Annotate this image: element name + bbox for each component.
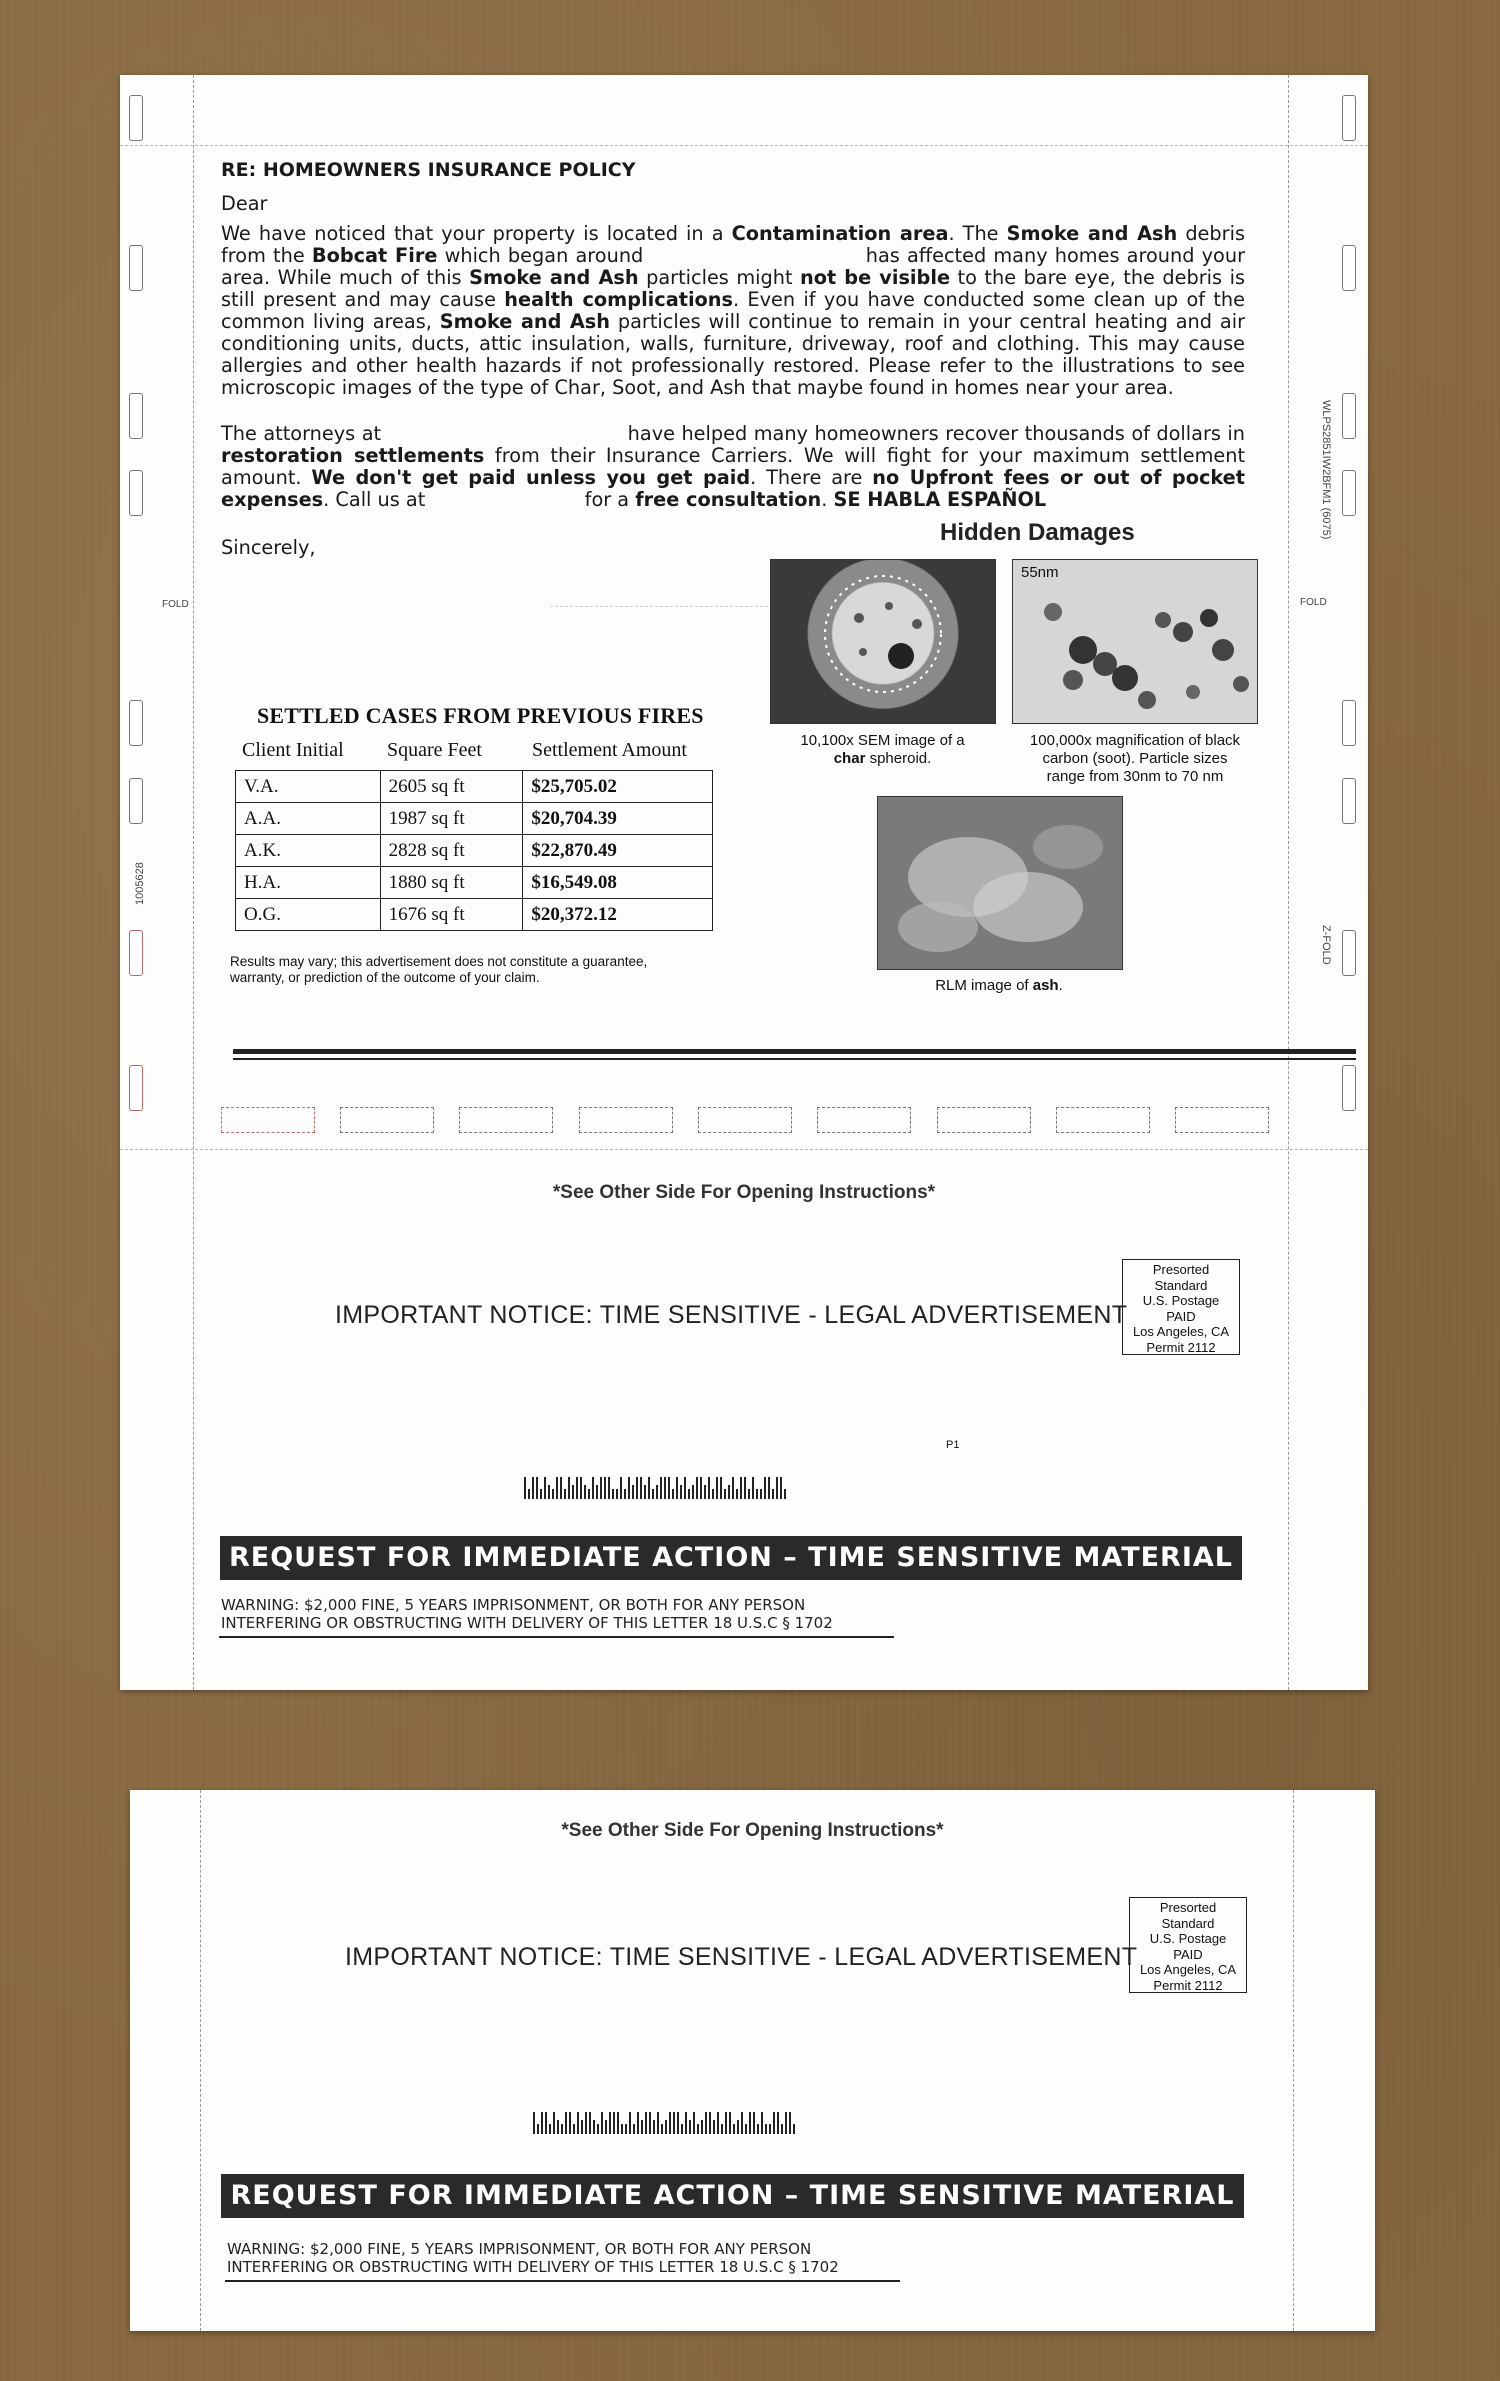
- barcode-bar: [712, 1489, 714, 1499]
- perforation-right: [1288, 75, 1289, 1690]
- pinfeed-hole: [129, 930, 143, 976]
- pinfeed-hole: [1342, 700, 1356, 746]
- p1-run: particles might: [638, 266, 801, 289]
- barcode-bar: [612, 1489, 614, 1499]
- barcode-bar: [585, 2112, 587, 2134]
- barcode-bar: [768, 1477, 770, 1499]
- barcode-bar: [737, 2120, 739, 2134]
- barcode-bar: [773, 2112, 775, 2134]
- warning-text: [227, 2240, 839, 2276]
- barcode-bar: [765, 2124, 767, 2134]
- barcode-bar: [620, 1477, 622, 1499]
- disclaimer-line-1: Results may vary; this advertisement does not constitute a guarantee,: [230, 954, 648, 969]
- barcode-bar: [756, 1489, 758, 1499]
- barcode-bar: [605, 2120, 607, 2134]
- barcode-bar: [580, 1477, 582, 1499]
- barcode-bar: [568, 1477, 570, 1499]
- p1-run: We have noticed that your property is located in a: [221, 222, 732, 245]
- char-caption: [760, 732, 1005, 768]
- barcode-bar: [760, 1489, 762, 1499]
- barcode-bar: [732, 1477, 734, 1499]
- pinfeed-hole: [129, 1065, 143, 1111]
- char-caption-line-1: 10,100x SEM image of a: [800, 732, 965, 749]
- tear-slot: [340, 1107, 434, 1133]
- soot-particles: [1013, 560, 1257, 723]
- postage-line: Presorted: [1159, 1900, 1217, 1915]
- barcode-bar: [708, 1477, 710, 1499]
- barcode-bar: [549, 2124, 551, 2134]
- barcode-bar: [613, 2112, 615, 2134]
- barcode-bar: [633, 2124, 635, 2134]
- postage-line: U.S. Postage: [1149, 1931, 1227, 1946]
- form-code: WLPS2851IW2BFM1 (6075): [1320, 400, 1332, 540]
- barcode-bar: [540, 1489, 542, 1499]
- ash-caption-prefix: RLM image of: [935, 977, 1033, 994]
- barcode-bar: [593, 2120, 595, 2134]
- warning-line-1: WARNING: $2,000 FINE, 5 YEARS IMPRISONMENT, OR BOTH FOR ANY PERSON: [227, 2240, 812, 2258]
- barcode-bar: [645, 2112, 647, 2134]
- barcode-bar: [601, 2112, 603, 2134]
- barcode-bar: [661, 2124, 663, 2134]
- barcode-bar: [584, 1485, 586, 1499]
- barcode-bar: [624, 1489, 626, 1499]
- pinfeed-hole: [129, 245, 143, 291]
- ash-rlm-image: [877, 796, 1123, 970]
- barcode-bar: [545, 2112, 547, 2134]
- warning-text: [221, 1596, 833, 1632]
- tear-slot: [698, 1107, 792, 1133]
- ash-caption: [877, 977, 1121, 995]
- cases-disclaimer: [230, 954, 647, 986]
- mailer-sheet: [130, 1790, 1375, 2331]
- barcode-bar: [733, 2124, 735, 2134]
- barcode-bar: [757, 2124, 759, 2134]
- barcode-bar: [701, 2120, 703, 2134]
- barcode-bar: [669, 2112, 671, 2134]
- barcode-bar: [692, 1485, 694, 1499]
- settlement-amount-cell: $16,549.08: [523, 867, 713, 899]
- soot-caption-line-1: 100,000x magnification of black: [1029, 732, 1241, 749]
- client-initial-cell: V.A.: [236, 771, 381, 803]
- barcode-bar: [532, 1477, 534, 1499]
- soot-caption-line-3: range from 30nm to 70 nm: [1046, 768, 1224, 785]
- barcode-bar: [597, 2124, 599, 2134]
- p1-run: particles will continue to remain in your central heating and air conditioning units, ducts, attic insulation, walls, furniture, driveway, roof and clothing. This may cause allergies and other health hazards if not professionally restored. Please refer to the illustrations to see microscopic images of the type of Char, Soot, and Ash that maybe found in homes near your area.: [221, 310, 1246, 399]
- cases-header-sqft: Square Feet: [387, 739, 482, 761]
- postage-line: PAID: [1166, 1308, 1196, 1324]
- p2-run: The attorneys at have helped many homeowners recover thousands of dollars in: [221, 422, 1245, 445]
- postage-line: U.S. Postage: [1142, 1293, 1220, 1308]
- barcode-bar: [693, 2112, 695, 2134]
- barcode-bar: [660, 1477, 662, 1499]
- barcode-bar: [705, 2112, 707, 2134]
- barcode-bar: [609, 2112, 611, 2134]
- pinfeed-hole: [1342, 930, 1356, 976]
- perforation-left: [193, 75, 194, 1690]
- p1-run: which began around has affected many homes around your area. While much of this: [221, 244, 1245, 289]
- p1-run: debris from the: [221, 222, 1245, 267]
- p1-run: Contamination area: [731, 222, 949, 245]
- cases-title: SETTLED CASES FROM PREVIOUS FIRES: [257, 703, 704, 728]
- client-initial-cell: A.K.: [236, 835, 381, 867]
- barcode-bar: [728, 1485, 730, 1499]
- ash-word: ash: [1032, 977, 1059, 994]
- barcode-bar: [777, 2112, 779, 2134]
- warning-line-2: INTERFERING OR OBSTRUCTING WITH DELIVERY OF THIS LETTER 18 U.S.C § 1702: [227, 2258, 839, 2276]
- barcode-bar: [704, 1485, 706, 1499]
- warning-underline: [219, 1636, 894, 1638]
- barcode-bar: [557, 2120, 559, 2134]
- barcode-bar: [665, 2120, 667, 2134]
- barcode-bar: [600, 1477, 602, 1499]
- perforation-left: [200, 1790, 201, 2331]
- postage-line: Permit 2112: [1153, 1977, 1223, 1993]
- tear-slot: [459, 1107, 553, 1133]
- barcode-bar: [608, 1477, 610, 1499]
- p1-run: health complications: [504, 288, 734, 311]
- pinfeed-hole: [129, 778, 143, 824]
- barcode-bar: [685, 2112, 687, 2134]
- p1-run: not be visible: [800, 266, 951, 289]
- p1-mark: P1: [946, 1439, 960, 1451]
- pinfeed-hole: [129, 470, 143, 516]
- barcode-bar: [748, 1489, 750, 1499]
- postage-indicia: [1129, 1897, 1247, 1993]
- char-spheroid-texture: [771, 560, 995, 723]
- barcode-bar: [637, 2112, 639, 2134]
- barcode-bar: [528, 1489, 530, 1499]
- barcode-bar: [553, 2112, 555, 2134]
- p2-run: . Call us at for a: [323, 488, 636, 511]
- p2-run: restoration settlements: [221, 444, 485, 467]
- square-feet-cell: 2605 sq ft: [380, 771, 523, 803]
- barcode-bar: [680, 1485, 682, 1499]
- barcode-bar: [736, 1489, 738, 1499]
- p1-run: Smoke and Ash: [469, 266, 639, 289]
- barcode-bar: [552, 1489, 554, 1499]
- square-feet-cell: 1676 sq ft: [380, 899, 523, 931]
- p1-run: to the bare eye, the debris is still present and may cause: [221, 266, 1245, 311]
- barcode-bar: [632, 1485, 634, 1499]
- barcode-bar: [641, 2120, 643, 2134]
- p2-run: . There are: [750, 466, 873, 489]
- pinfeed-hole: [1342, 470, 1356, 516]
- pinfeed-hole: [129, 393, 143, 439]
- barcode-bar: [744, 1477, 746, 1499]
- p2-run: free consultation: [635, 488, 822, 511]
- pinfeed-hole: [1342, 393, 1356, 439]
- barcode-bar: [716, 1477, 718, 1499]
- barcode-bar: [689, 2120, 691, 2134]
- barcode-bar: [772, 1489, 774, 1499]
- action-banner: REQUEST FOR IMMEDIATE ACTION – TIME SENSITIVE MATERIAL: [221, 2174, 1244, 2218]
- barcode-bar: [672, 1489, 674, 1499]
- barcode-bar: [652, 1489, 654, 1499]
- barcode-bar: [617, 2112, 619, 2134]
- square-feet-cell: 2828 sq ft: [380, 835, 523, 867]
- letter-sheet: [120, 75, 1368, 1690]
- barcode-bar: [625, 2124, 627, 2134]
- tear-slot: [937, 1107, 1031, 1133]
- soot-caption-line-2: carbon (soot). Particle sizes: [1042, 750, 1228, 767]
- table-row: [236, 803, 713, 835]
- warning-line-1: WARNING: $2,000 FINE, 5 YEARS IMPRISONMENT, OR BOTH FOR ANY PERSON: [221, 1596, 806, 1614]
- tear-slot: [1056, 1107, 1150, 1133]
- barcode-bar: [729, 2112, 731, 2134]
- barcode-bar: [745, 2124, 747, 2134]
- barcode-bar: [657, 2112, 659, 2134]
- barcode-bar: [664, 1477, 666, 1499]
- settlement-amount-cell: $22,870.49: [523, 835, 713, 867]
- barcode-bar: [696, 1477, 698, 1499]
- barcode-bar: [564, 1489, 566, 1499]
- barcode-bar: [649, 2112, 651, 2134]
- barcode-bar: [793, 2124, 795, 2134]
- tear-slot: [1175, 1107, 1269, 1133]
- p2-run: no Upfront fees or out of pocket expenses: [221, 466, 1245, 511]
- scale-label: 55nm: [1021, 564, 1059, 581]
- client-initial-cell: O.G.: [236, 899, 381, 931]
- square-feet-cell: 1987 sq ft: [380, 803, 523, 835]
- char-caption-rest: spheroid.: [865, 750, 932, 767]
- barcode-bar: [640, 1477, 642, 1499]
- barcode-bar: [544, 1477, 546, 1499]
- client-initial-cell: H.A.: [236, 867, 381, 899]
- table-row: [236, 867, 713, 899]
- barcode-bar: [561, 2124, 563, 2134]
- tear-slot: [579, 1107, 673, 1133]
- barcode-bar: [537, 2124, 539, 2134]
- barcode-bar: [725, 2112, 727, 2134]
- barcode-bar: [576, 1477, 578, 1499]
- barcode-bar: [560, 1477, 562, 1499]
- postal-barcode: [524, 1473, 786, 1499]
- pinfeed-hole: [1342, 778, 1356, 824]
- barcode-bar: [644, 1485, 646, 1499]
- pinfeed-hole: [1342, 1065, 1356, 1111]
- settlement-amount-cell: $25,705.02: [523, 771, 713, 803]
- barcode-bar: [761, 2112, 763, 2134]
- p1-run: . Even if you have conducted some clean up of the common living areas,: [221, 288, 1245, 333]
- barcode-bar: [713, 2120, 715, 2134]
- barcode-bar: [717, 2112, 719, 2134]
- char-spheroid-image: [770, 559, 996, 724]
- ash-texture: [878, 797, 1122, 969]
- postage-line: Permit 2112: [1146, 1339, 1216, 1355]
- salutation: Dear: [221, 192, 268, 215]
- batch-code: 1005628: [134, 862, 146, 905]
- table-row: [236, 835, 713, 867]
- p2-run: .: [821, 488, 834, 511]
- table-row: [236, 899, 713, 931]
- barcode-bar: [724, 1489, 726, 1499]
- barcode-bar: [656, 1485, 658, 1499]
- barcode-bar: [769, 2124, 771, 2134]
- p1-run: . The: [948, 222, 1007, 245]
- barcode-bar: [752, 1477, 754, 1499]
- hidden-damages-title: Hidden Damages: [940, 519, 1135, 546]
- barcode-bar: [740, 1477, 742, 1499]
- re-heading: RE: HOMEOWNERS INSURANCE POLICY: [221, 159, 636, 181]
- barcode-bar: [616, 1489, 618, 1499]
- barcode-bar: [541, 2112, 543, 2134]
- barcode-bar: [673, 2112, 675, 2134]
- barcode-bar: [648, 1477, 650, 1499]
- barcode-bar: [589, 2112, 591, 2134]
- char-caption-line-2: [760, 750, 1005, 768]
- postage-indicia: [1122, 1259, 1240, 1355]
- opening-instructions: *See Other Side For Opening Instructions*: [561, 1820, 944, 1841]
- char-word: char: [833, 750, 866, 767]
- barcode-bar: [548, 1485, 550, 1499]
- barcode-bar: [753, 2112, 755, 2134]
- cases-header-client: Client Initial: [242, 739, 344, 761]
- barcode-bar: [592, 1477, 594, 1499]
- barcode-bar: [588, 1489, 590, 1499]
- barcode-bar: [688, 1489, 690, 1499]
- postage-line: Los Angeles, CA: [1132, 1324, 1230, 1339]
- barcode-bar: [785, 2112, 787, 2134]
- p2-run: from their Insurance Carriers. We will fight for your maximum settlement amount.: [221, 444, 1246, 489]
- table-row: [236, 771, 713, 803]
- disclaimer-line-2: warranty, or prediction of the outcome of your claim.: [230, 970, 540, 985]
- p2-run: We don't get paid unless you get paid: [311, 466, 751, 489]
- postal-barcode: [533, 2108, 795, 2134]
- letter-paragraph-1: [221, 223, 1245, 399]
- barcode-bar: [581, 2120, 583, 2134]
- closing: Sincerely,: [221, 536, 316, 559]
- barcode-bar: [596, 1485, 598, 1499]
- soot-caption: [1000, 732, 1270, 786]
- cases-header-amount: Settlement Amount: [532, 739, 687, 761]
- p1-run: Bobcat Fire: [311, 244, 438, 267]
- warning-underline: [225, 2280, 900, 2282]
- barcode-bar: [789, 2112, 791, 2134]
- barcode-bar: [604, 1477, 606, 1499]
- postage-line: Los Angeles, CA: [1139, 1962, 1237, 1977]
- perforation-top: [120, 145, 1368, 146]
- barcode-bar: [621, 2124, 623, 2134]
- p1-run: Smoke and Ash: [439, 310, 610, 333]
- pinfeed-hole: [1342, 95, 1356, 141]
- barcode-bar: [700, 1477, 702, 1499]
- opening-instructions: *See Other Side For Opening Instructions*: [552, 1182, 936, 1203]
- settlement-amount-cell: $20,704.39: [523, 803, 713, 835]
- tear-slot: [817, 1107, 911, 1133]
- barcode-bar: [764, 1477, 766, 1499]
- barcode-bar: [677, 2112, 679, 2134]
- barcode-bar: [720, 1477, 722, 1499]
- perforation-right: [1293, 1790, 1294, 2331]
- barcode-bar: [536, 1477, 538, 1499]
- postage-line: Standard: [1154, 1277, 1208, 1293]
- barcode-bar: [697, 2124, 699, 2134]
- barcode-bar: [668, 1477, 670, 1499]
- p1-run: Smoke and Ash: [1006, 222, 1178, 245]
- postage-line: Standard: [1161, 1915, 1215, 1931]
- barcode-bar: [653, 2120, 655, 2134]
- barcode-bar: [681, 2124, 683, 2134]
- barcode-bar: [676, 1477, 678, 1499]
- barcode-bar: [709, 2112, 711, 2134]
- section-rule-thin: [233, 1058, 1356, 1060]
- zfold-label: Z-FOLD: [1320, 925, 1332, 965]
- fold-label-right: FOLD: [1300, 597, 1327, 608]
- client-initial-cell: A.A.: [236, 803, 381, 835]
- barcode-bar: [556, 1477, 558, 1499]
- settlement-amount-cell: $20,372.12: [523, 899, 713, 931]
- postage-line: PAID: [1173, 1946, 1203, 1962]
- barcode-bar: [628, 1477, 630, 1499]
- important-notice: IMPORTANT NOTICE: TIME SENSITIVE - LEGAL ADVERTISEMENT: [335, 1301, 1128, 1329]
- barcode-bar: [741, 2112, 743, 2134]
- barcode-bar: [684, 1477, 686, 1499]
- barcode-bar: [784, 1489, 786, 1499]
- section-rule: [233, 1049, 1356, 1054]
- postage-line: Presorted: [1152, 1262, 1210, 1277]
- barcode-bar: [776, 1477, 778, 1499]
- tear-slot: [221, 1107, 315, 1133]
- barcode-bar: [565, 2112, 567, 2134]
- pinfeed-hole: [129, 95, 143, 141]
- barcode-bar: [533, 2112, 535, 2134]
- barcode-bar: [721, 2124, 723, 2134]
- warning-line-2: INTERFERING OR OBSTRUCTING WITH DELIVERY OF THIS LETTER 18 U.S.C § 1702: [221, 1614, 833, 1632]
- pinfeed-hole: [1342, 245, 1356, 291]
- barcode-bar: [569, 2112, 571, 2134]
- p2-run: SE HABLA ESPAÑOL: [833, 488, 1047, 511]
- barcode-bar: [749, 2112, 751, 2134]
- fold-label-left: FOLD: [162, 599, 189, 610]
- barcode-bar: [781, 2124, 783, 2134]
- pinfeed-hole: [129, 700, 143, 746]
- letter-paragraph-2: [221, 423, 1245, 511]
- soot-magnification-image: [1012, 559, 1258, 724]
- barcode-bar: [524, 1477, 526, 1499]
- barcode-bar: [780, 1477, 782, 1499]
- settled-cases-table: [235, 770, 713, 931]
- barcode-bar: [573, 2124, 575, 2134]
- important-notice: IMPORTANT NOTICE: TIME SENSITIVE - LEGAL ADVERTISEMENT: [345, 1943, 1138, 1971]
- barcode-bar: [636, 1477, 638, 1499]
- ash-caption-suffix: .: [1058, 977, 1063, 994]
- barcode-bar: [572, 1485, 574, 1499]
- barcode-bar: [577, 2112, 579, 2134]
- perforation-tear: [120, 1149, 1368, 1150]
- action-banner: REQUEST FOR IMMEDIATE ACTION – TIME SENSITIVE MATERIAL: [220, 1536, 1242, 1580]
- barcode-bar: [629, 2112, 631, 2134]
- square-feet-cell: 1880 sq ft: [380, 867, 523, 899]
